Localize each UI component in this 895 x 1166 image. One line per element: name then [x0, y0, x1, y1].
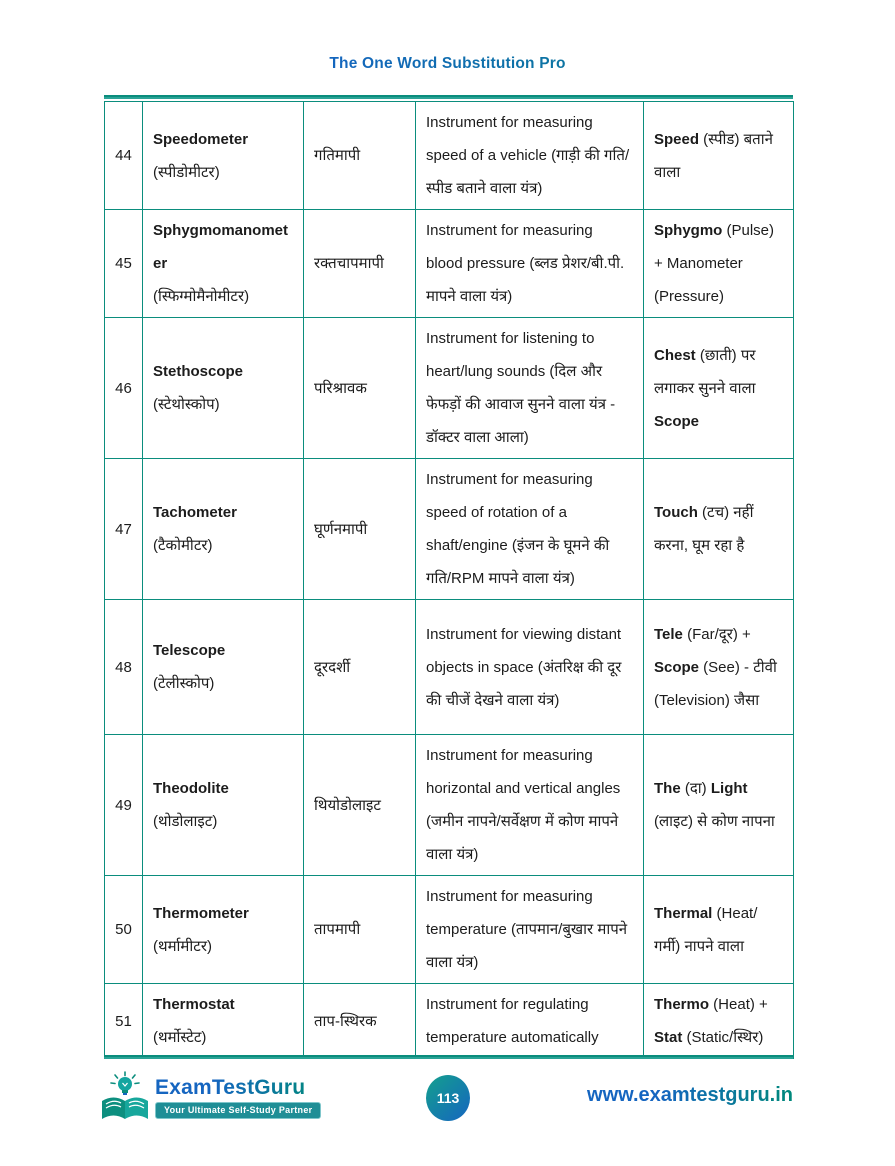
- memory-trick-cell: Tele (Far/दूर) + Scope (See) - टीवी (Television) जैसा: [644, 600, 794, 735]
- description-cell: Instrument for measuring temperature (तापमान/बुखार मापने वाला यंत्र): [416, 876, 644, 984]
- word-english: Stethoscope: [153, 363, 244, 380]
- row-number: 47: [105, 459, 143, 600]
- table-row: [105, 318, 794, 459]
- word-transliteration: (स्फिग्मोमैनोमीटर): [153, 288, 250, 305]
- page-number-badge: 113: [426, 1075, 470, 1121]
- description-cell: Instrument for measuring horizontal and vertical angles (जमीन नापने/सर्वेक्षण में कोण मापने वाला यंत्र): [416, 735, 644, 876]
- table-row: [105, 876, 794, 984]
- website-link[interactable]: www.examtestguru.in: [587, 1084, 793, 1106]
- word-english: Theodolite: [153, 780, 229, 797]
- word-english: Thermometer: [153, 904, 249, 922]
- description-cell: Instrument for measuring speed of a vehicle (गाड़ी की गति/स्पीड बताने वाला यंत्र): [416, 102, 644, 210]
- row-number: 49: [105, 735, 143, 876]
- hindi-word-cell: थियोडोलाइट: [304, 735, 416, 876]
- description-cell: Instrument for measuring blood pressure (ब्लड प्रेशर/बी.पी. मापने वाला यंत्र): [416, 210, 644, 318]
- word-english: Speedometer: [153, 130, 249, 148]
- word-cell: [143, 735, 304, 876]
- row-number: 51: [105, 984, 143, 1059]
- memory-trick-cell: The (दा) Light (लाइट) से कोण नापना: [644, 735, 794, 876]
- word-cell: [143, 459, 304, 600]
- row-number: 50: [105, 876, 143, 984]
- description-cell: Instrument for listening to heart/lung sounds (दिल और फेफड़ों की आवाज सुनने वाला यंत्र - डॉक्टर वाला आला): [416, 318, 644, 459]
- word-transliteration: (टेलीस्कोप): [153, 675, 215, 692]
- brand-tagline: Your Ultimate Self-Study Partner: [155, 1102, 321, 1119]
- word-transliteration: (थर्मामीटर): [153, 937, 212, 955]
- hindi-word-cell: गतिमापी: [304, 102, 416, 210]
- page-title: The One Word Substitution Pro: [0, 55, 895, 73]
- brand-name: ExamTestGuru: [155, 1076, 321, 1100]
- memory-trick-cell: Touch (टच) नहीं करना, घूम रहा है: [644, 459, 794, 600]
- description-cell: Instrument for regulating temperature automatically: [416, 984, 644, 1059]
- word-english: Sphygmomanometer: [153, 222, 289, 272]
- table-row: [105, 735, 794, 876]
- row-number: 46: [105, 318, 143, 459]
- word-transliteration: (स्पीडोमीटर): [153, 163, 220, 181]
- brand-logo: [100, 1071, 321, 1123]
- word-cell: [143, 984, 304, 1059]
- word-cell: [143, 876, 304, 984]
- book-bulb-icon: [100, 1071, 150, 1123]
- table-row: [105, 600, 794, 735]
- memory-trick-cell: Sphygmo (Pulse) + Manometer (Pressure): [644, 210, 794, 318]
- row-number: 45: [105, 210, 143, 318]
- hindi-word-cell: दूरदर्शी: [304, 600, 416, 735]
- memory-trick-cell: Thermo (Heat) + Stat (Static/स्थिर): [644, 984, 794, 1059]
- word-cell: [143, 600, 304, 735]
- word-cell: [143, 102, 304, 210]
- description-cell: Instrument for viewing distant objects in space (अंतरिक्ष की दूर की चीजें देखने वाला यंत्र): [416, 600, 644, 735]
- word-english: Thermostat: [153, 996, 235, 1013]
- memory-trick-cell: Speed (स्पीड) बताने वाला: [644, 102, 794, 210]
- hindi-word-cell: तापमापी: [304, 876, 416, 984]
- memory-trick-cell: Thermal (Heat/गर्मी) नापने वाला: [644, 876, 794, 984]
- table-row: [105, 210, 794, 318]
- table-row: [105, 984, 794, 1059]
- word-transliteration: (थर्मोस्टेट): [153, 1029, 207, 1046]
- memory-trick-cell: Chest (छाती) पर लगाकर सुनने वाला Scope: [644, 318, 794, 459]
- footer-divider: [104, 1055, 793, 1059]
- table-row: [105, 459, 794, 600]
- word-cell: [143, 318, 304, 459]
- vocab-table: [104, 101, 794, 1059]
- word-transliteration: (टैकोमीटर): [153, 537, 213, 554]
- hindi-word-cell: घूर्णनमापी: [304, 459, 416, 600]
- hindi-word-cell: ताप-स्थिरक: [304, 984, 416, 1059]
- word-english: Tachometer: [153, 504, 237, 521]
- row-number: 44: [105, 102, 143, 210]
- table-row: [105, 102, 794, 210]
- description-cell: Instrument for measuring speed of rotation of a shaft/engine (इंजन के घूमने की गति/RPM मापने वाला यंत्र): [416, 459, 644, 600]
- word-transliteration: (थोडोलाइट): [153, 813, 218, 830]
- hindi-word-cell: परिश्रावक: [304, 318, 416, 459]
- top-divider: [104, 95, 793, 99]
- brand-text-block: [155, 1076, 321, 1119]
- word-cell: [143, 210, 304, 318]
- hindi-word-cell: रक्तचापमापी: [304, 210, 416, 318]
- word-transliteration: (स्टेथोस्कोप): [153, 396, 220, 413]
- row-number: 48: [105, 600, 143, 735]
- word-english: Telescope: [153, 642, 226, 659]
